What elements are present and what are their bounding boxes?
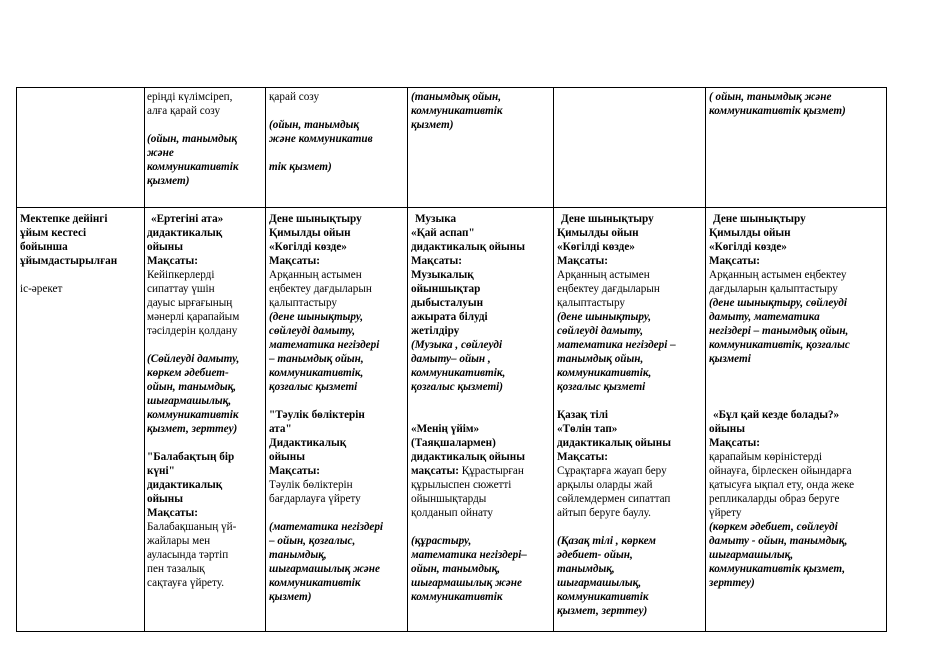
- goal-label: мақсаты:: [411, 465, 459, 477]
- activity-tags: дамыту, математика: [709, 311, 820, 323]
- game-title: «Көгілді көзде»: [709, 241, 787, 253]
- activity-tags: – танымдық ойын,: [269, 353, 364, 365]
- goal-label: Мақсаты:: [709, 255, 760, 267]
- activity-tags: қызмет): [269, 591, 312, 603]
- activity-tags: дамыту– ойын ,: [411, 353, 491, 365]
- game-title: «Ертегіні ата»: [151, 213, 224, 225]
- activity-tags: (құрастыру,: [411, 535, 472, 547]
- activity-tags: (дене шынықтыру,: [269, 311, 364, 323]
- game-title: ойыны: [269, 451, 305, 463]
- activity-tags: шығармашылық және: [411, 577, 522, 589]
- row-heading: бойынша: [20, 241, 68, 253]
- game-title: "Балабақтың бір: [147, 451, 235, 463]
- row-heading: ұйым кестесі: [20, 227, 87, 239]
- goal-text: пен тазалық: [147, 563, 205, 575]
- activity-tags: коммуникативтік, қозғалыс: [709, 339, 850, 351]
- activity-tags: дамыту - ойын, танымдық,: [709, 535, 848, 547]
- goal-text: ауласында тәртіп: [147, 549, 229, 561]
- goal-text: Балабақшаның үй-: [147, 521, 237, 533]
- goal-text: Арқанның астымен: [557, 269, 650, 281]
- game-title: ойыны: [147, 493, 183, 505]
- activity-tags: қозғалыс қызметі: [557, 381, 646, 393]
- game-title: ойыны: [709, 423, 745, 435]
- activity-tags: ( ойын, танымдық және: [709, 91, 832, 103]
- activity-tags: қозғалыс қызметі: [269, 381, 358, 393]
- activity-tags: танымдық,: [269, 549, 327, 561]
- goal-label: Мақсаты:: [269, 255, 320, 267]
- goal-label: Мақсаты:: [147, 255, 198, 267]
- game-title: Қимылды ойын: [557, 227, 639, 239]
- activity-tags: қызметі: [709, 353, 751, 365]
- col-divider: [16, 87, 17, 632]
- thursday-cell: [557, 212, 703, 618]
- game-title: «Төлін тап»: [557, 423, 618, 435]
- goal-text: сипаттау үшін: [147, 283, 215, 295]
- monday-cell: [147, 212, 263, 590]
- goal-text: бағдарлауға үйрету: [269, 493, 361, 505]
- row1-col4-cell: [411, 90, 551, 132]
- goal-label: Мақсаты:: [557, 255, 608, 267]
- subject-title: Музыка: [415, 213, 457, 225]
- row1-col6-cell: [709, 90, 884, 118]
- goal-text: сөйлемдермен сипаттап: [557, 493, 671, 505]
- goal-text: қалыптастыру: [557, 297, 625, 309]
- goal-text: мәнерлі қарапайым: [147, 311, 240, 323]
- activity-tags: шығармашылық,: [709, 549, 794, 561]
- goal-text: құрылыспен сюжетті: [411, 479, 512, 491]
- game-title: (Таяқшалармен): [411, 437, 496, 449]
- activity-tags: сөйлеуді дамыту,: [269, 325, 356, 337]
- game-title: дидактикалық: [147, 479, 223, 491]
- goal-text: репликаларды образ беруге: [709, 493, 840, 505]
- goal-text: сақтауға үйрету.: [147, 577, 225, 589]
- activity-tags: қызмет): [411, 119, 454, 131]
- col-divider: [705, 87, 706, 632]
- goal-text: Арқанның астымен: [269, 269, 362, 281]
- goal-text: [411, 464, 551, 478]
- text-line: алға қарай созу: [147, 105, 221, 117]
- activity-tags: көркем әдебиет-: [147, 367, 229, 379]
- game-title: ойыны: [147, 241, 183, 253]
- goal-text: дауыс ырғағының: [147, 297, 233, 309]
- goal-text: дыбысталуын: [411, 297, 484, 309]
- activity-tags: коммуникативтік: [411, 105, 503, 117]
- game-title: ата": [269, 423, 292, 435]
- activity-tags: шығармашылық,: [147, 395, 232, 407]
- activity-tags: қызмет, зерттеу): [557, 605, 648, 617]
- game-title: дидактикалық: [147, 227, 223, 239]
- goal-text: ойыншықтарды: [411, 493, 487, 505]
- activity-tags: тік қызмет): [269, 161, 332, 173]
- activity-tags: коммуникативтік: [411, 591, 503, 603]
- game-title: "Тәулік бөліктерін: [269, 409, 365, 421]
- activity-tags: және коммуникатив: [269, 133, 373, 145]
- goal-label: Мақсаты:: [411, 255, 462, 267]
- table-border-top: [16, 87, 887, 88]
- row1-col3-cell: [269, 90, 405, 174]
- row-heading: Мектепке дейінгі: [20, 213, 108, 225]
- activity-tags: танымдық ойын,: [557, 353, 644, 365]
- table-border-bottom: [16, 631, 887, 632]
- game-title: дидактикалық ойыны: [411, 241, 525, 253]
- activity-tags: қозғалыс қызметі): [411, 381, 504, 393]
- activity-tags: ойын, танымдық,: [147, 381, 237, 393]
- activity-tags: негіздері – танымдық ойын,: [709, 325, 849, 337]
- goal-label: Мақсаты:: [269, 465, 320, 477]
- activity-tags: коммуникативтік: [557, 591, 649, 603]
- activity-tags: (ойын, танымдық: [147, 133, 238, 145]
- activity-tags: коммуникативтік,: [269, 367, 364, 379]
- goal-label: Мақсаты:: [557, 451, 608, 463]
- activity-tags: коммуникативтік,: [411, 367, 506, 379]
- goal-text: ойыншықтар: [411, 283, 481, 295]
- activity-tags: (Сөйлеуді дамыту,: [147, 353, 240, 365]
- col-divider: [886, 87, 887, 632]
- goal-text: үйрету: [709, 507, 742, 519]
- activity-tags: математика негіздері –: [557, 339, 676, 351]
- activity-tags: шығармашылық,: [557, 577, 642, 589]
- game-title: Қимылды ойын: [269, 227, 351, 239]
- goal-text: Кейіпкерлерді: [147, 269, 215, 281]
- goal-text: қолданып ойнату: [411, 507, 493, 519]
- goal-text: жайлары мен: [147, 535, 211, 547]
- activity-tags: коммуникативтік қызмет,: [709, 563, 846, 575]
- goal-text: Сұрақтарға жауап беру: [557, 465, 667, 477]
- activity-tags: – ойын, қозғалыс,: [269, 535, 356, 547]
- goal-text: ойнауға, бірлескен ойындарға: [709, 465, 852, 477]
- activity-tags: (дене шынықтыру, сөйлеуді: [709, 297, 847, 309]
- tuesday-cell: [269, 212, 405, 604]
- activity-tags: және: [147, 147, 174, 159]
- activity-tags: (көркем әдебиет, сөйлеуді: [709, 521, 838, 533]
- game-title: дидактикалық ойыны: [411, 451, 525, 463]
- activity-tags: коммуникативтік қызмет): [709, 105, 846, 117]
- activity-tags: танымдық,: [557, 563, 615, 575]
- activity-tags: (танымдық ойын,: [411, 91, 502, 103]
- goal-text: тәсілдерін қолдану: [147, 325, 238, 337]
- activity-tags: сөйлеуді дамыту,: [557, 325, 644, 337]
- goal-text: жетілдіру: [411, 325, 460, 337]
- row2-header-cell: [20, 212, 142, 296]
- game-title: Дидактикалық: [269, 437, 347, 449]
- friday-cell: [709, 212, 884, 590]
- activity-tags: зерттеу): [709, 577, 755, 589]
- goal-text: қатысуға ықпал ету, онда жеке: [709, 479, 855, 491]
- row1-col2-cell: [147, 90, 263, 188]
- subject-title: Дене шынықтыру: [561, 213, 654, 225]
- activity-tags: әдебиет- ойын,: [557, 549, 633, 561]
- activity-tags: математика негіздері–: [411, 549, 527, 561]
- activity-tags: (математика негіздері: [269, 521, 384, 533]
- activity-tags: қызмет, зерттеу): [147, 423, 238, 435]
- col-divider: [144, 87, 145, 632]
- activity-tags: ойын, танымдық,: [411, 563, 501, 575]
- game-title: «Көгілді көзде»: [557, 241, 635, 253]
- activity-tags: коммуникативтік: [147, 161, 239, 173]
- activity-tags: коммуникативтік: [269, 577, 361, 589]
- text-line: еріңді күлімсіреп,: [147, 91, 233, 103]
- game-title: «Көгілді көзде»: [269, 241, 347, 253]
- activity-tags: қызмет): [147, 175, 190, 187]
- game-title: «Менің үйім»: [411, 423, 480, 435]
- goal-text: арқылы оларды жай: [557, 479, 653, 491]
- col-divider: [265, 87, 266, 632]
- goal-text: Тәулік бөліктерін: [269, 479, 353, 491]
- row-heading-activity: іс-әрекет: [20, 283, 63, 295]
- activity-tags: (Музыка , сөйлеуді: [411, 339, 503, 351]
- col-divider: [407, 87, 408, 632]
- schedule-table: [16, 87, 887, 632]
- goal-label: Мақсаты:: [709, 437, 760, 449]
- col-divider: [553, 87, 554, 632]
- goal-text: Музыкалық: [411, 269, 474, 281]
- activity-tags: коммуникативтік: [147, 409, 239, 421]
- game-title: «Қай аспап": [411, 227, 475, 239]
- wednesday-cell: [411, 212, 551, 604]
- subject-title: Дене шынықтыру: [269, 213, 362, 225]
- subject-title: Қазақ тілі: [557, 409, 609, 421]
- goal-text-start: Құрастырған: [458, 465, 524, 477]
- text-line: қарай созу: [269, 91, 320, 103]
- subject-title: Дене шынықтыру: [713, 213, 806, 225]
- goal-label: Мақсаты:: [147, 507, 198, 519]
- goal-text: дағдыларын қалыптастыру: [709, 283, 838, 295]
- goal-text: айтып беруге баулу.: [557, 507, 651, 519]
- row-heading: ұйымдастырылған: [20, 255, 118, 267]
- goal-text: еңбектеу дағдыларын: [269, 283, 372, 295]
- game-title: күні": [147, 465, 175, 477]
- goal-text: еңбектеу дағдыларын: [557, 283, 660, 295]
- activity-tags: (ойын, танымдық: [269, 119, 360, 131]
- goal-text: қалыптастыру: [269, 297, 337, 309]
- activity-tags: математика негіздері: [269, 339, 380, 351]
- activity-tags: шығармашылық және: [269, 563, 380, 575]
- game-title: «Бұл қай кезде болады?»: [713, 409, 840, 421]
- row-divider: [16, 207, 887, 208]
- activity-tags: (Қазақ тілі , көркем: [557, 535, 656, 547]
- activity-tags: коммуникативтік,: [557, 367, 652, 379]
- game-title: Қимылды ойын: [709, 227, 791, 239]
- activity-tags: (дене шынықтыру,: [557, 311, 652, 323]
- game-title: дидактикалық ойыны: [557, 437, 671, 449]
- goal-text: ажырата білуді: [411, 311, 488, 323]
- goal-text: Арқанның астымен еңбектеу: [709, 269, 847, 281]
- goal-text: қарапайым көріністерді: [709, 451, 823, 463]
